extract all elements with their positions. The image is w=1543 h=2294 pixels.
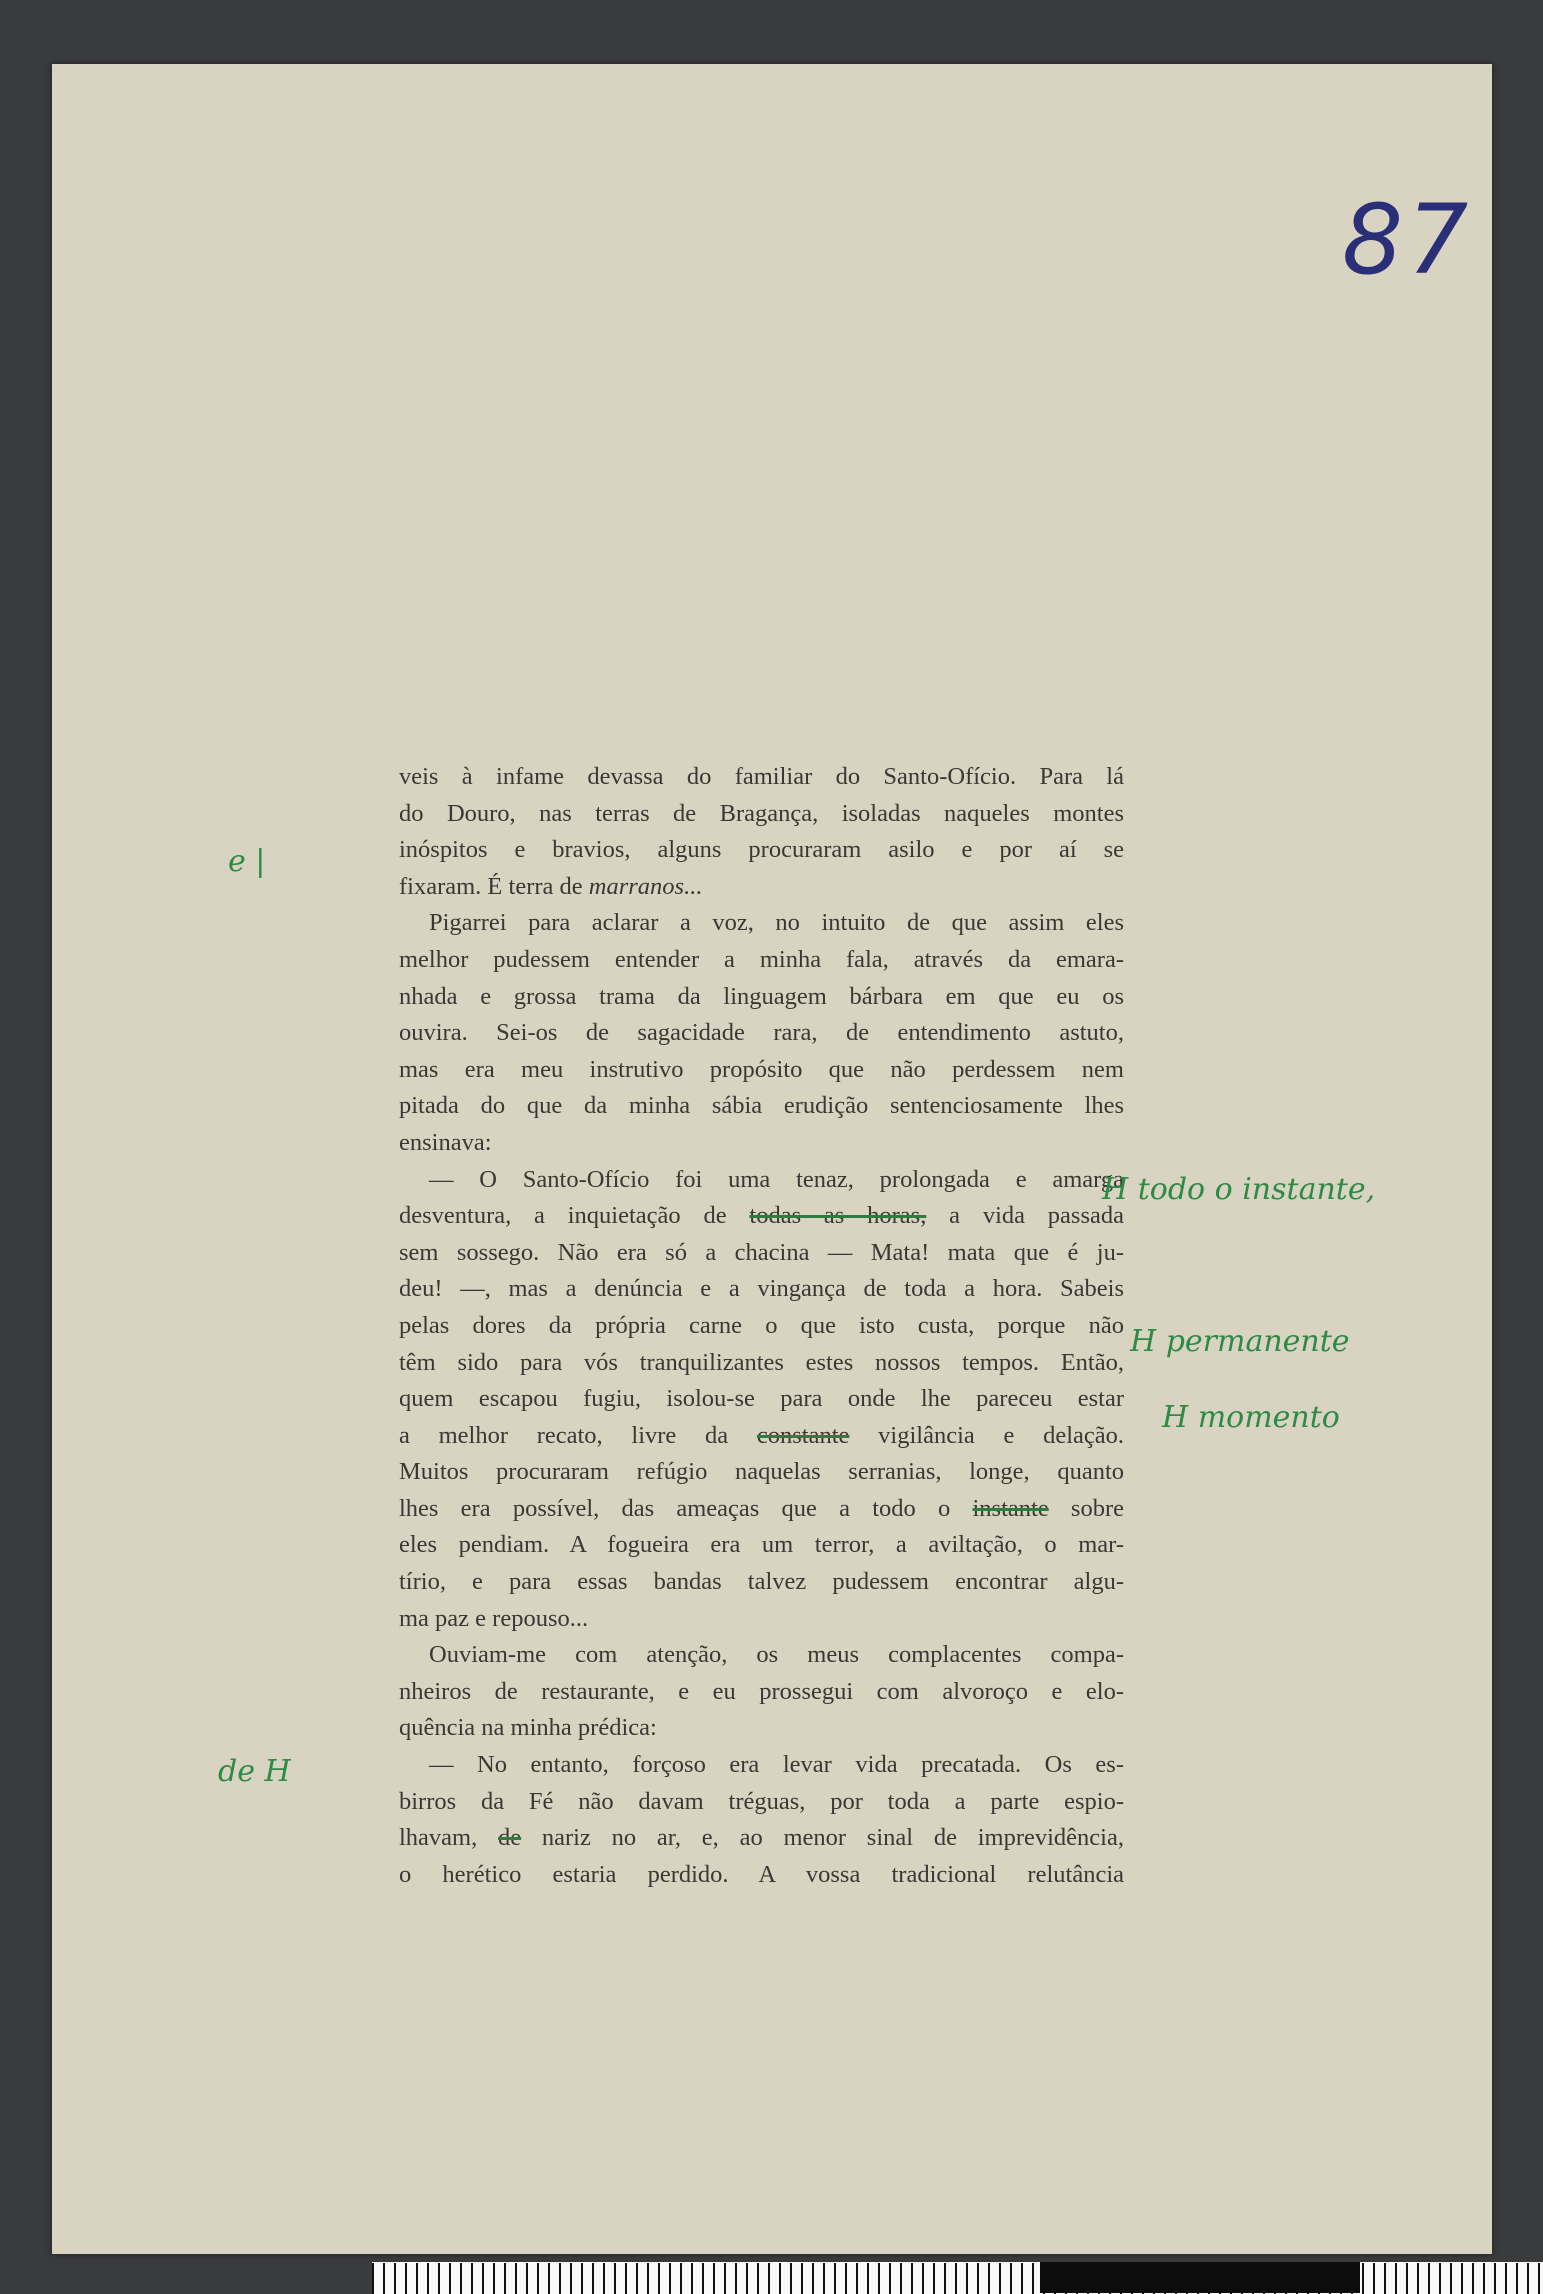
struck-word: de: [498, 1824, 522, 1852]
text-line: [399, 1271, 1124, 1308]
text-line: [399, 979, 1124, 1016]
text-run: nariz no ar, e, ao menor sinal de imprevidência,: [521, 1824, 1124, 1852]
page-number: 87: [1342, 184, 1473, 296]
text-run: Pigarrei para aclarar a voz, no intuito de que assim eles: [429, 909, 1124, 937]
text-line: [399, 1784, 1124, 1821]
text-line: [399, 1857, 1124, 1894]
text-run: desventura, a inquietação de: [399, 1202, 750, 1230]
margin-note-insertion: e |: [228, 844, 266, 879]
text-line: [399, 1381, 1124, 1418]
text-run: ma paz e repouso...: [399, 1604, 589, 1632]
text-line: [399, 942, 1124, 979]
margin-note-correction: H todo o instante,: [1102, 1172, 1376, 1207]
text-run: — No entanto, forçoso era levar vida precatada. Os es-: [429, 1751, 1124, 1779]
text-run: fixaram. É terra de: [399, 872, 589, 900]
text-line: [399, 1747, 1124, 1784]
text-run: a vida passada: [926, 1202, 1124, 1230]
text-run: quem escapou fugiu, isolou-se para onde lhe pareceu estar: [399, 1385, 1124, 1413]
text-run: lhes era possível, das ameaças que a todo o: [399, 1494, 973, 1522]
margin-note-correction: H momento: [1162, 1400, 1340, 1435]
text-line: [399, 1052, 1124, 1089]
text-run: nhada e grossa trama da linguagem bárbara em que eu os: [399, 982, 1124, 1010]
struck-word: todas as horas,: [749, 1202, 927, 1230]
text-run: tírio, e para essas bandas talvez pudessem encontrar algu-: [399, 1568, 1124, 1596]
body-text: [399, 759, 1124, 1893]
struck-word: instante: [972, 1494, 1049, 1522]
text-run: marranos...: [588, 872, 703, 900]
text-line: [399, 869, 1124, 906]
document-page: [52, 64, 1492, 2254]
text-run: do Douro, nas terras de Bragança, isoladas naqueles montes: [399, 799, 1124, 827]
text-line: [399, 1125, 1124, 1162]
margin-note-correction: de H: [218, 1754, 291, 1789]
text-line: [399, 1637, 1124, 1674]
text-line: [399, 1820, 1124, 1857]
text-run: deu! —, mas a denúncia e a vingança de toda a hora. Sabeis: [399, 1275, 1124, 1303]
text-line: [399, 1198, 1124, 1235]
text-line: [399, 1345, 1124, 1382]
text-line: [399, 1235, 1124, 1272]
text-run: ouvira. Sei-os de sagacidade rara, de entendimento astuto,: [399, 1019, 1124, 1047]
margin-note-correction: H permanente: [1130, 1324, 1350, 1359]
text-run: nheiros de restaurante, e eu prossegui com alvoroço e elo-: [399, 1677, 1124, 1705]
text-line: [399, 1527, 1124, 1564]
text-run: sem sossego. Não era só a chacina — Mata! mata que é ju-: [399, 1238, 1124, 1266]
scale-ruler-bar: [1040, 2262, 1360, 2293]
text-line: [399, 1418, 1124, 1455]
struck-word: constante: [756, 1421, 850, 1449]
text-run: Muitos procuraram refúgio naquelas serranias, longe, quanto: [399, 1458, 1124, 1486]
text-run: mas era meu instrutivo propósito que não perdessem nem: [399, 1055, 1124, 1083]
text-line: [399, 759, 1124, 796]
text-line: [399, 1674, 1124, 1711]
text-line: [399, 1454, 1124, 1491]
text-line: [399, 1162, 1124, 1199]
text-run: quência na minha prédica:: [399, 1714, 657, 1742]
text-run: a melhor recato, livre da: [399, 1421, 757, 1449]
text-run: eles pendiam. A fogueira era um terror, a aviltação, o mar-: [399, 1531, 1124, 1559]
text-line: [399, 1601, 1124, 1638]
text-run: têm sido para vós tranquilizantes estes nossos tempos. Então,: [399, 1348, 1124, 1376]
text-run: melhor pudessem entender a minha fala, através da emara-: [399, 945, 1124, 973]
text-run: pitada do que da minha sábia erudição sentenciosamente lhes: [399, 1092, 1124, 1120]
text-line: [399, 905, 1124, 942]
scale-ruler: [372, 2262, 1543, 2294]
text-run: vigilância e delação.: [849, 1421, 1124, 1449]
text-line: [399, 1308, 1124, 1345]
text-line: [399, 1491, 1124, 1528]
text-line: [399, 1564, 1124, 1601]
text-run: Ouviam-me com atenção, os meus complacentes compa-: [429, 1641, 1124, 1669]
text-run: — O Santo-Ofício foi uma tenaz, prolongada e amarga: [429, 1165, 1124, 1193]
text-run: veis à infame devassa do familiar do Santo-Ofício. Para lá: [399, 763, 1124, 790]
text-line: [399, 832, 1124, 869]
text-line: [399, 1015, 1124, 1052]
text-run: inóspitos e bravios, alguns procuraram asilo e por aí se: [399, 836, 1124, 864]
text-run: pelas dores da própria carne o que isto custa, porque não: [399, 1311, 1124, 1339]
text-run: o herético estaria perdido. A vossa tradicional relutância: [399, 1860, 1124, 1888]
text-run: ensinava:: [399, 1128, 492, 1156]
text-line: [399, 1088, 1124, 1125]
text-run: lhavam,: [399, 1824, 498, 1852]
text-line: [399, 1710, 1124, 1747]
text-line: [399, 796, 1124, 833]
text-run: sobre: [1048, 1494, 1124, 1522]
text-run: birros da Fé não davam tréguas, por toda a parte espio-: [399, 1787, 1124, 1815]
